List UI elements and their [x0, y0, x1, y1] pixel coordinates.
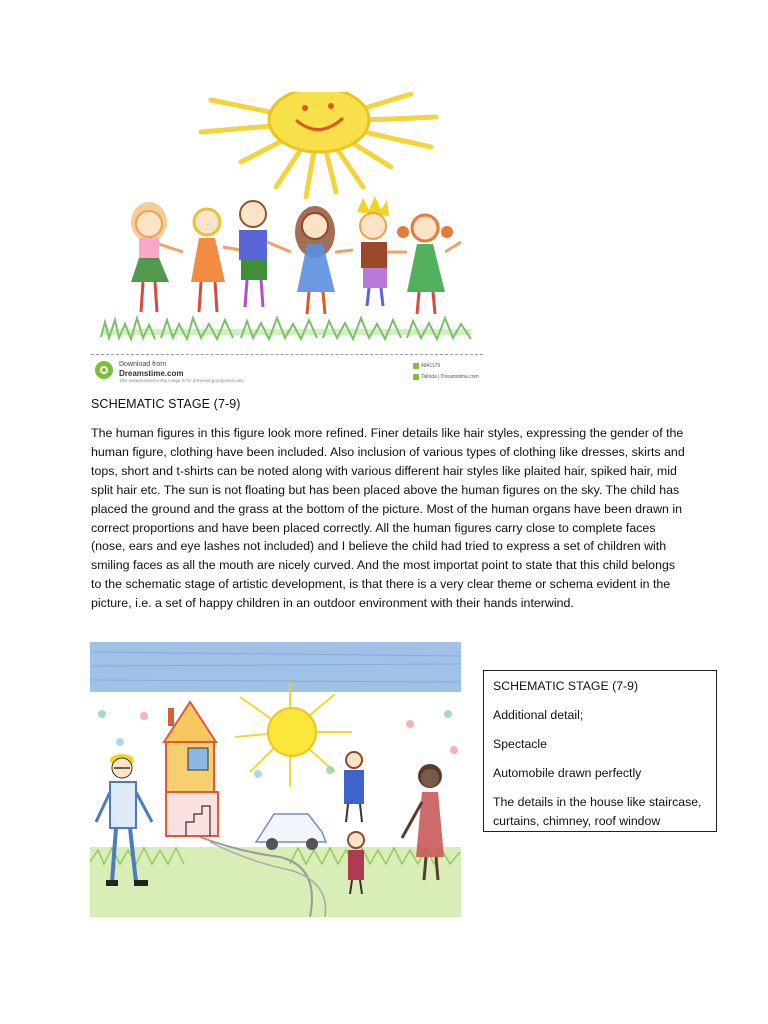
watermark-strip — [91, 354, 483, 385]
children-drawing-illustration — [91, 92, 483, 354]
paragraph-text: The human figures in this figure look more refined. Finer details like hair styles, expressing the gender of the human figure, clothing have been included. Also inclusion of various types of clothing like dresses, skirts and tops, short and t-shirts can be noted along with various different hair styles like plaited hair, spiked hair, mid split hair etc. The sun is not floating but has been placed above the human figures on the sky. The child has placed the ground and the grass at the bottom of the picture. Most of the human organs have been drawn in correct proportions and have been placed correctly. All the human figures carry close to complete faces (nose, ears and eye lashes not included) and I believe the child had tried to express a set of children with smiling faces as all the mouth are nicely curved. And the most importat point to state that this child belongs to the schematic stage of artistic development, is that there is a very clear theme or schema evident in the picture, i.e. a set of happy children in an outdoor environment with their hands interwind. — [91, 426, 685, 611]
notes-line: Additional detail; — [493, 707, 584, 722]
watermark-check-icon — [413, 374, 419, 380]
watermark-note: This watermarked comp image is for previewing purposes only. — [119, 378, 245, 383]
notes-title: SCHEMATIC STAGE (7-9) — [493, 679, 639, 693]
watermark-image-id: 4941179 — [421, 363, 441, 369]
notes-line: The details in the house like staircase, curtains, chimney, roof window — [493, 794, 702, 828]
family-house-drawing-figure — [90, 642, 461, 917]
watermark-credit: Talloda | Dreamstime.com — [421, 374, 479, 380]
dreamstime-logo-icon — [95, 361, 113, 379]
watermark-site: Dreamstime.com — [119, 369, 184, 378]
notes-line: Spectacle — [493, 736, 548, 751]
section-paragraph — [91, 424, 686, 613]
notes-line: Automobile drawn perfectly — [493, 765, 642, 780]
section-heading: SCHEMATIC STAGE (7-9) — [91, 397, 241, 411]
watermark-check-icon — [413, 363, 419, 369]
watermark-download-from: Download from — [119, 361, 167, 368]
stage-notes-box — [483, 670, 717, 832]
family-house-drawing-illustration — [90, 642, 461, 917]
children-drawing-figure — [91, 92, 483, 384]
